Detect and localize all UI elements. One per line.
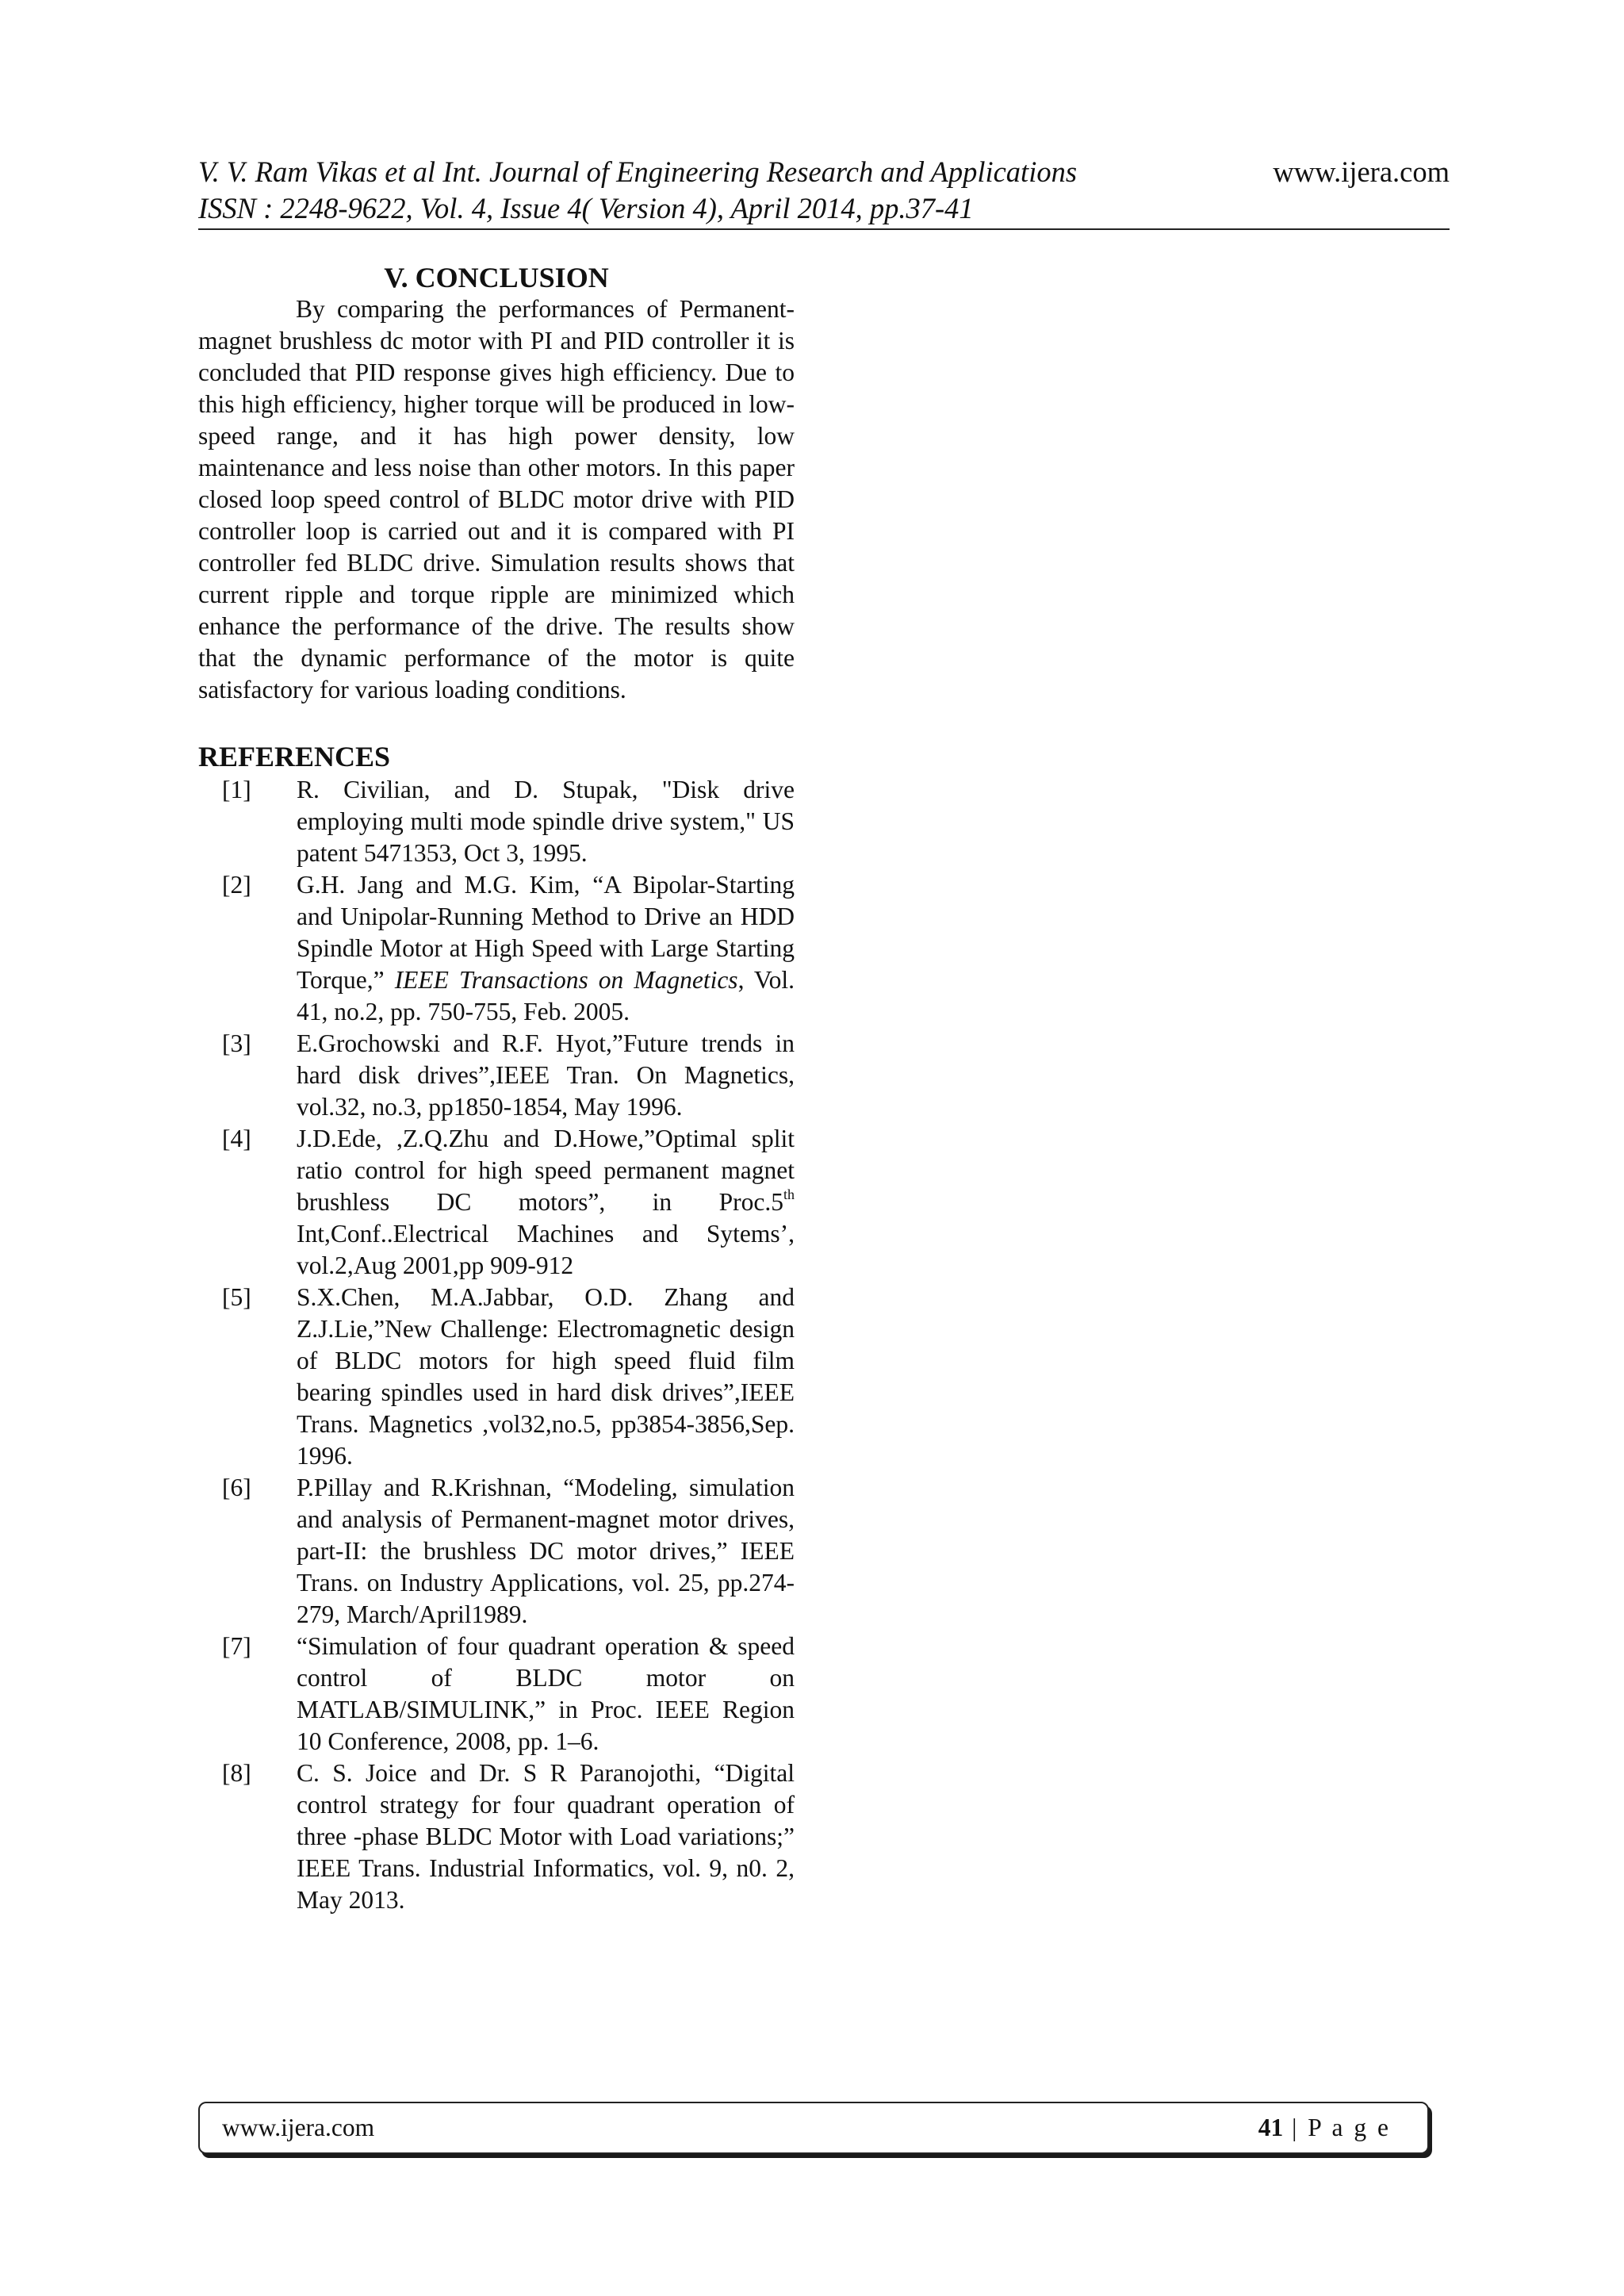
reference-number: [4] (222, 1125, 251, 1152)
reference-text: P.Pillay and R.Krishnan, “Modeling, simulation and analysis of Permanent-magnet motor drives, part-II: the brushless DC motor drives,” IEEE Trans. on Industry Applications, vol. 25, pp.274- 279, March/April1989. (297, 1474, 795, 1628)
reference-item (198, 869, 795, 1028)
reference-number: [1] (222, 776, 251, 803)
reference-superscript: th (783, 1186, 795, 1202)
header-website: www.ijera.com (1273, 155, 1450, 188)
reference-journal: IEEE Transactions on Magnetics (394, 966, 738, 994)
page-number (1258, 2114, 1391, 2142)
issn-line: ISSN : 2248-9622, Vol. 4, Issue 4( Version 4), April 2014, pp.37-41 (198, 192, 974, 224)
reference-text: S.X.Chen, M.A.Jabbar, O.D. Zhang and Z.J.Lie,”New Challenge: Electromagnetic design of BLDC motors for high speed fluid film bearing spindles used in hard disk drives”,IEEE Trans. Magnetics ,vol32,no.5, pp3854-3856,Sep. 1996. (297, 1283, 795, 1470)
reference-number: [8] (222, 1759, 251, 1787)
page-footer (198, 2102, 1429, 2154)
reference-item (198, 1282, 795, 1472)
conclusion-heading: V. CONCLUSION (384, 262, 609, 293)
reference-number: [7] (222, 1632, 251, 1660)
reference-item (198, 1757, 795, 1916)
conclusion-paragraph: By comparing the performances of Permanent-magnet brushless dc motor with PI and PID controller it is concluded that PID response gives high efficiency. Due to this high efficiency, higher torque will be produced in low-speed range, and it has high power density, low maintenance and less noise than other motors. In this paper closed loop speed control of BLDC motor drive with PID controller loop is carried out and it is compared with PI controller fed BLDC drive. Simulation results shows that current ripple and torque ripple are minimized which enhance the performance of the drive. The results show that the dynamic performance of the motor is quite satisfactory for various loading conditions. (198, 295, 795, 703)
header-line-1 (198, 154, 1450, 190)
reference-number: [5] (222, 1283, 251, 1311)
reference-text: “Simulation of four quadrant operation & speed control of BLDC motor on MATLAB/SIMULINK,” in Proc. IEEE Region 10 Conference, 2008, pp. 1–6. (297, 1632, 795, 1755)
running-header (198, 154, 1450, 227)
reference-number: [3] (222, 1029, 251, 1057)
reference-text: E.Grochowski and R.F. Hyot,”Future trends in hard disk drives”,IEEE Tran. On Magnetics, vol.32, no.3, pp1850-1854, May 1996. (297, 1029, 795, 1121)
reference-text-end: Int,Conf..Electrical Machines and Sytems’, vol.2,Aug 2001,pp 909-912 (297, 1220, 795, 1279)
reference-number: [6] (222, 1474, 251, 1501)
reference-text: C. S. Joice and Dr. S R Paranojothi, “Digital control strategy for four quadrant operation of three -phase BLDC Motor with Load variations;” IEEE Trans. Industrial Informatics, vol. 9, n0. 2, May 2013. (297, 1759, 795, 1914)
footer-website: www.ijera.com (222, 2114, 375, 2141)
reference-item (198, 1472, 795, 1631)
reference-text: G.H. Jang and M.G. Kim, “A Bipolar-Starting and Unipolar-Running Method to Drive an HDD Spindle Motor at High Speed with Large Starting Torque,” (297, 871, 795, 994)
reference-item (198, 1631, 795, 1757)
reference-item (198, 1123, 795, 1282)
reference-text: J.D.Ede, ,Z.Q.Zhu and D.Howe,”Optimal split ratio control for high speed permanent magnet brushless DC motors”, in Proc.5 (297, 1125, 795, 1216)
header-rule (198, 228, 1450, 230)
references-heading: REFERENCES (198, 741, 391, 772)
reference-text-end: , Vol. 41, no.2, pp. 750-755, Feb. 2005. (297, 966, 795, 1025)
reference-item (198, 774, 795, 869)
reference-number: [2] (222, 871, 251, 899)
reference-item (198, 1028, 795, 1123)
journal-citation: V. V. Ram Vikas et al Int. Journal of Engineering Research and Applications (198, 155, 1078, 188)
page-number-value: 41 (1258, 2114, 1284, 2141)
left-column (198, 260, 795, 1916)
reference-text: R. Civilian, and D. Stupak, "Disk drive employing multi mode spindle drive system," US patent 5471353, Oct 3, 1995. (297, 776, 795, 867)
reference-list (198, 774, 795, 1916)
page-label: | P a g e (1283, 2114, 1391, 2141)
